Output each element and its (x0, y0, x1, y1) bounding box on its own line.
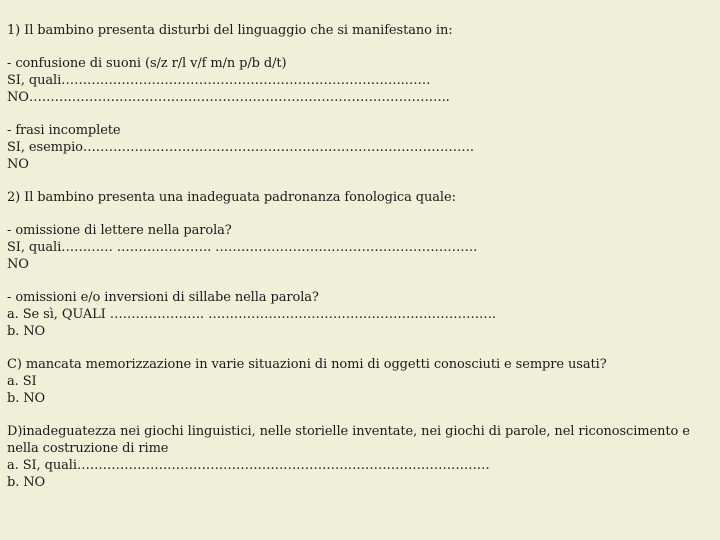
question-d-yes: a. SI, quali…………………………………………………………………………………… (7, 458, 490, 473)
q1-item-incomplete-sentences-label: - frasi incomplete (7, 123, 121, 138)
question-c-no: b. NO (7, 391, 46, 406)
q1-item-sound-confusion-label: - confusione di suoni (s/z r/l v/f m/n p/b d/t) (7, 56, 287, 71)
question-1-title: 1) Il bambino presenta disturbi del linguaggio che si manifestano in: (7, 23, 453, 38)
q2-item-letter-omission-yes: SI, quali………… …………………. ……………………………………………………. (7, 240, 478, 255)
question-2-title: 2) Il bambino presenta una inadeguata padronanza fonologica quale: (7, 190, 456, 205)
q2-item-syllable-omission-yes: a. Se sì, QUALI …………………. …………………………………………………………. (7, 307, 496, 322)
q2-item-letter-omission-no: NO (7, 257, 29, 272)
q2-item-letter-omission-label: - omissione di lettere nella parola? (7, 223, 232, 238)
question-c-title: C) mancata memorizzazione in varie situazioni di nomi di oggetti conosciuti e sempre usati? (7, 357, 607, 372)
q2-item-syllable-omission-no: b. NO (7, 324, 46, 339)
q1-item-sound-confusion-no: NO…………………………………………………………………………………….. (7, 90, 450, 105)
q1-item-incomplete-sentences-no: NO (7, 157, 29, 172)
question-c-yes: a. SI (7, 374, 37, 389)
question-d-no: b. NO (7, 475, 46, 490)
question-d-title: D)inadeguatezza nei giochi linguistici, nelle storielle inventate, nei giochi di parole, nel riconoscimento e nella costruzione di rime (7, 424, 690, 456)
q1-item-incomplete-sentences-yes: SI, esempio………………………………………………………………………………. (7, 140, 474, 155)
q2-item-syllable-omission-label: - omissioni e/o inversioni di sillabe nella parola? (7, 290, 319, 305)
q1-item-sound-confusion-yes: SI, quali……………………………………………………………………..…… (7, 73, 431, 88)
